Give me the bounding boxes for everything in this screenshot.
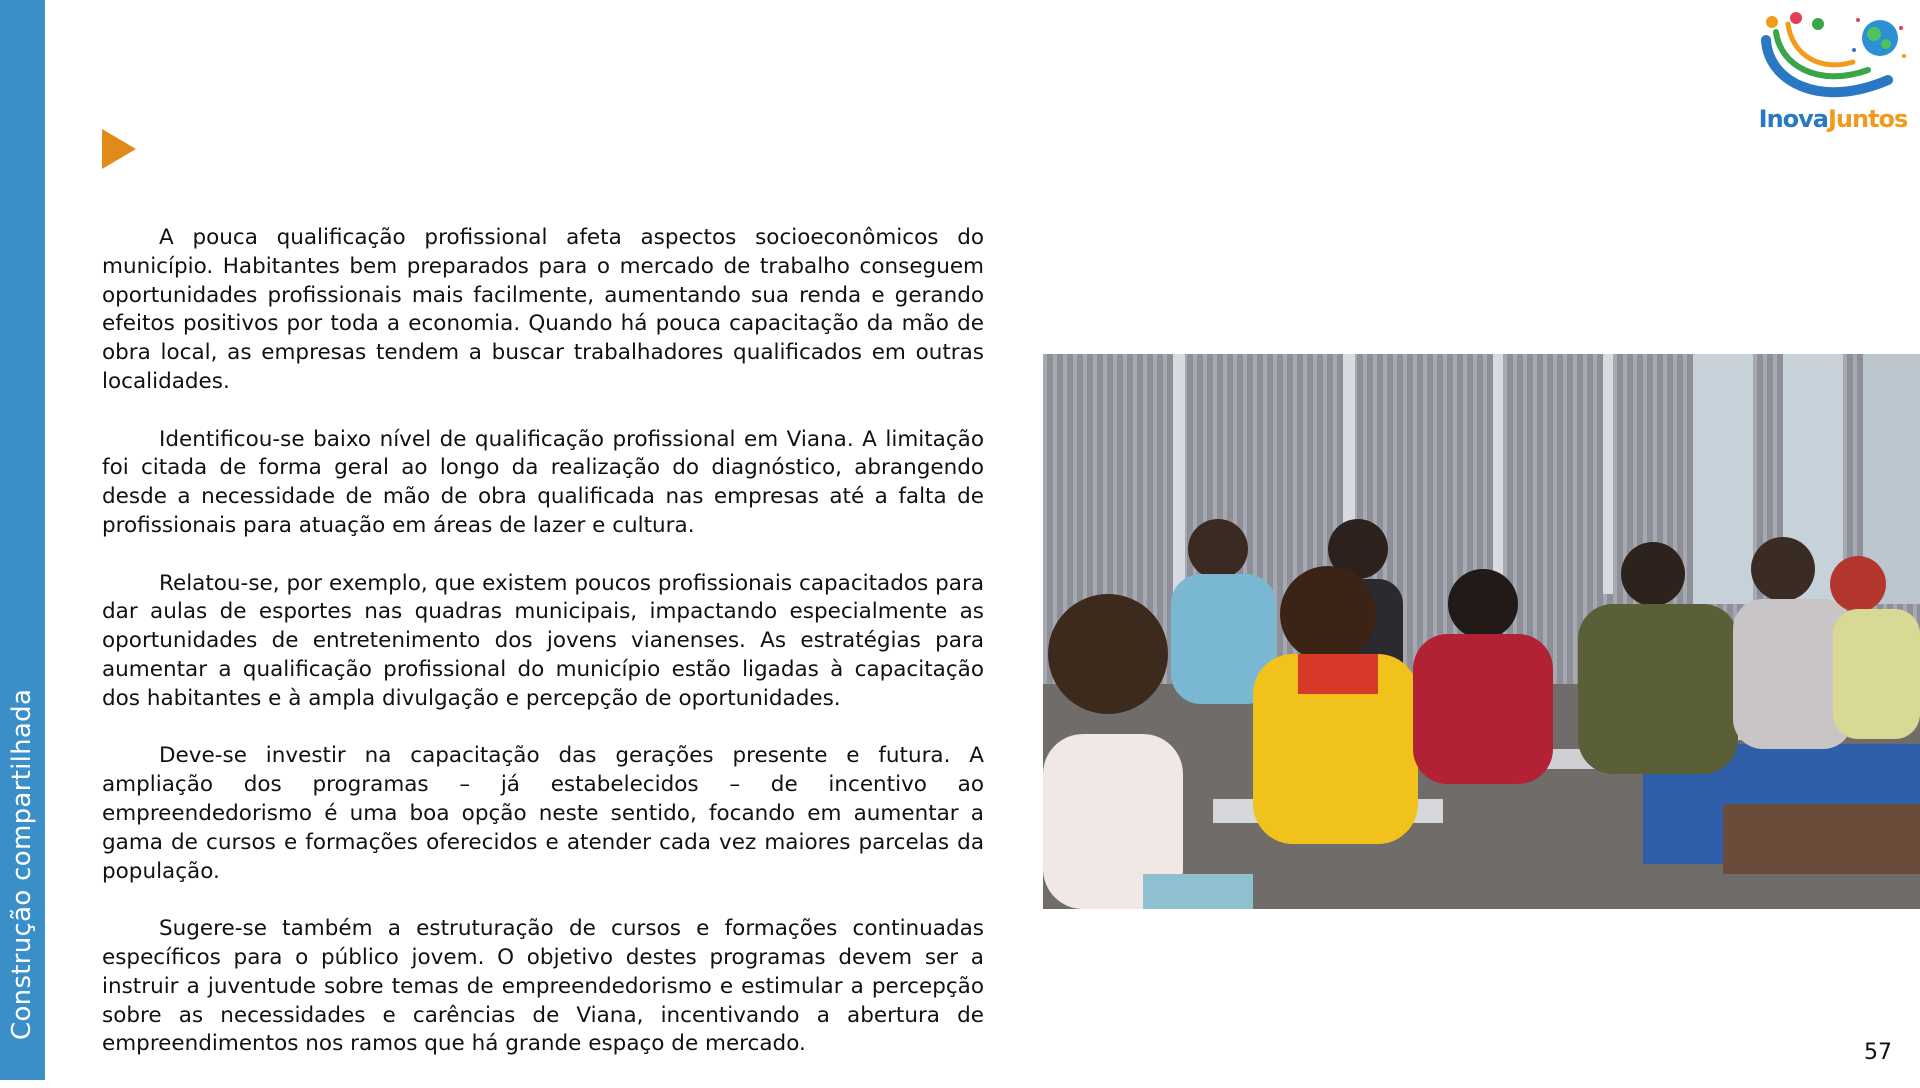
body-text <box>102 224 984 1088</box>
logo-emblem-icon <box>1758 10 1908 110</box>
classroom-photo <box>1043 354 1920 909</box>
page-number: 57 <box>1864 1040 1892 1065</box>
logo-wordmark <box>1758 105 1908 133</box>
paragraph: Identificou-se baixo nível de qualificação profissional em Viana. A limitação foi citada de forma geral ao longo da realização do diagnóstico, abrangendo desde a necessidade de mão de obra qualificada nas empresas até a falta de profissionais para atuação em áreas de lazer e cultura. <box>102 426 984 538</box>
inova-juntos-logo <box>1758 10 1908 138</box>
logo-wordmark-part1: Inova <box>1758 105 1828 133</box>
paragraph: Deve-se investir na capacitação das gerações presente e futura. A ampliação dos programas – já estabelecidos – de incentivo ao empreendedorismo é uma boa opção neste sentido, focando em aumentar a gama de cursos e formações oferecidos e atender cada vez maiores parcelas da população. <box>102 743 984 884</box>
sidebar-title: Construção compartilhada <box>7 688 37 1040</box>
play-arrow-icon <box>102 129 136 169</box>
logo-wordmark-part2: Juntos <box>1827 105 1908 133</box>
sidebar-band <box>0 0 45 1080</box>
paragraph: A pouca qualificação profissional afeta aspectos socioeconômicos do município. Habitantes bem preparados para o mercado de trabalho conseguem oportunidades profissionais mais facilmente, aumentando sua renda e gerando efeitos positivos por toda a economia. Quando há pouca capacitação da mão de obra local, as empresas tendem a buscar trabalhadores qualificados em outras localidades. <box>102 225 984 394</box>
paragraph: Relatou-se, por exemplo, que existem poucos profissionais capacitados para dar aulas de esportes nas quadras municipais, impactando especialmente as oportunidades de entretenimento dos jovens vianenses. As estratégias para aumentar a qualificação profissional do município estão ligadas à capacitação dos habitantes e à ampla divulgação e percepção de oportunidades. <box>102 570 984 711</box>
paragraph: Sugere-se também a estruturação de cursos e formações continuadas específicos para o público jovem. O objetivo destes programas devem ser a instruir a juventude sobre temas de empreendedorismo e estimular a percepção sobre as necessidades e carências de Viana, incentivando a abertura de empreendimentos nos ramos que há grande espaço de mercado. <box>102 916 984 1057</box>
